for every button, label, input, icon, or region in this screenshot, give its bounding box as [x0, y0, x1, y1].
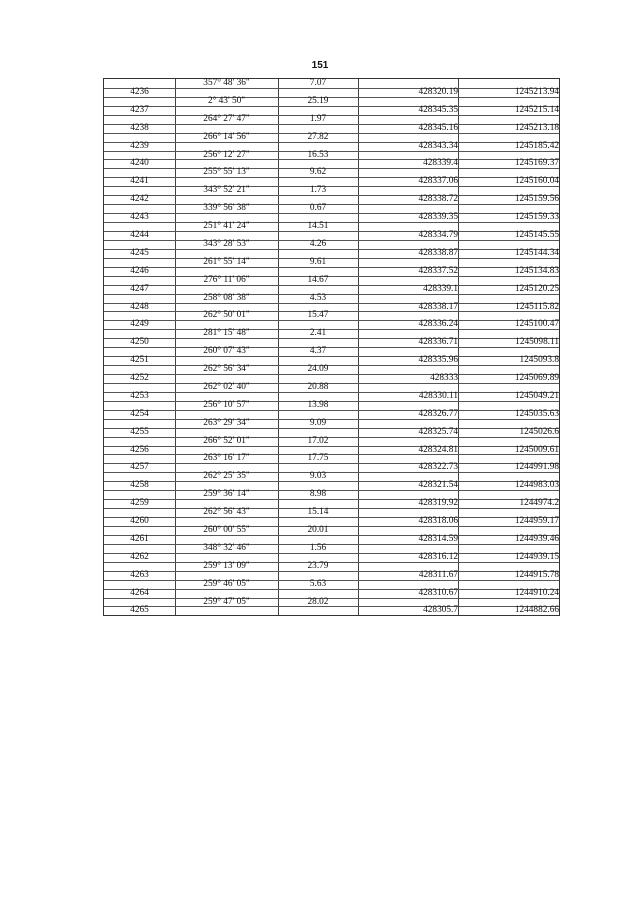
point-id-cell: 4246 [130, 265, 149, 276]
point-id-cell: 4237 [130, 104, 149, 115]
bearing-cell: 255° 55' 13" [203, 167, 250, 178]
distance-cell: 24.09 [307, 364, 329, 375]
bearing-cell: 259° 13' 09" [203, 560, 250, 571]
x-coordinate-cell: 428326.77 [418, 408, 458, 419]
y-coordinate-cell: 1245215.14 [514, 104, 559, 115]
bearing-cell: 262° 02' 40" [203, 381, 250, 392]
distance-cell: 17.02 [307, 435, 329, 446]
x-coordinate-cell: 428339.35 [418, 212, 458, 223]
point-id-cell: 4251 [130, 355, 149, 366]
bearing-cell: 2° 43' 50" [207, 95, 246, 106]
point-id-cell: 4250 [130, 337, 149, 348]
bearing-cell: 260° 00' 55" [203, 525, 250, 535]
x-coordinate-cell: 428330.11 [418, 390, 458, 401]
y-coordinate-cell: 1244991.98 [514, 462, 559, 473]
distance-cell: 16.53 [307, 149, 329, 160]
distance-cell: 7.07 [309, 78, 327, 88]
y-coordinate-cell: 1244910.24 [514, 587, 559, 598]
point-id-cell: 4258 [130, 480, 149, 491]
point-id-cell: 4256 [130, 444, 149, 455]
point-id-cell: 4257 [130, 462, 149, 473]
distance-cell: 5.63 [309, 578, 327, 589]
bearing-cell: 256° 12' 27" [203, 149, 250, 160]
x-coordinate-cell: 428336.71 [418, 337, 458, 348]
bearing-cell: 263° 16' 17" [203, 453, 250, 464]
distance-cell: 17.75 [307, 453, 329, 464]
y-coordinate-cell: 1245159.56 [514, 194, 559, 205]
page-number: 151 [311, 60, 329, 71]
distance-cell: 4.53 [309, 292, 327, 303]
distance-cell: 9.61 [309, 256, 327, 267]
y-coordinate-cell: 1245169.37 [514, 158, 559, 169]
point-id-cell: 4262 [130, 551, 149, 562]
bearing-cell: 258° 08' 38" [203, 292, 250, 303]
y-coordinate-cell: 1245098.11 [515, 337, 559, 348]
point-id-cell: 4260 [130, 516, 149, 527]
point-id-cell: 4241 [130, 176, 149, 187]
bearing-cell: 357° 48' 36" [203, 78, 250, 88]
bearing-cell: 264° 27' 47" [203, 113, 250, 124]
bearing-cell: 262° 56' 43" [203, 507, 250, 518]
bearing-cell: 259° 47' 05" [203, 596, 250, 607]
x-coordinate-cell: 428335.96 [418, 355, 458, 366]
point-id-cell: 4244 [130, 229, 149, 240]
distance-cell: 13.98 [307, 399, 329, 410]
bearing-cell: 259° 46' 05" [203, 578, 250, 589]
distance-cell: 1.56 [309, 542, 327, 553]
point-id-cell: 4242 [130, 194, 149, 205]
y-coordinate-cell: 1245009.61 [514, 444, 559, 455]
point-id-cell: 4265 [130, 605, 149, 616]
x-coordinate-cell: 428321.54 [418, 480, 458, 491]
y-coordinate-cell: 1245145.55 [514, 229, 559, 240]
y-coordinate-cell: 1245069.89 [514, 373, 559, 384]
distance-cell: 28.02 [307, 596, 329, 607]
distance-cell: 8.98 [309, 489, 327, 500]
x-coordinate-cell: 428305.7 [423, 605, 458, 616]
bearing-cell: 281° 15' 48" [203, 328, 250, 339]
distance-cell: 23.79 [307, 560, 329, 571]
distance-cell: 4.26 [309, 238, 327, 249]
point-id-cell: 4240 [130, 158, 149, 169]
x-coordinate-cell: 428324.81 [418, 444, 458, 455]
x-coordinate-cell: 428338.72 [418, 194, 458, 205]
bearing-cell: 262° 50' 01" [203, 310, 250, 321]
x-coordinate-cell: 428320.19 [418, 86, 458, 97]
y-coordinate-cell: 1245134.83 [514, 265, 559, 276]
x-coordinate-cell: 428310.67 [418, 587, 458, 598]
y-coordinate-cell: 1244959.17 [514, 516, 559, 527]
x-coordinate-cell: 428345.35 [418, 104, 458, 115]
y-coordinate-cell: 1244915.78 [514, 569, 559, 580]
distance-cell: 20.01 [307, 525, 329, 535]
x-coordinate-cell: 428316.12 [418, 551, 458, 562]
y-coordinate-cell: 1244983.03 [514, 480, 559, 491]
y-coordinate-cell: 1244882.66 [514, 605, 559, 616]
y-coordinate-cell: 1245185.42 [514, 140, 559, 151]
distance-cell: 9.09 [309, 417, 327, 428]
y-coordinate-cell: 1245213.18 [514, 122, 559, 133]
distance-cell: 9.03 [309, 471, 327, 482]
bearing-cell: 266° 14' 56" [203, 131, 250, 142]
point-id-cell: 4249 [130, 319, 149, 330]
point-id-cell: 4248 [130, 301, 149, 312]
bearing-cell: 256° 10' 57" [203, 399, 250, 410]
x-coordinate-cell: 428339.4 [423, 158, 458, 169]
bearing-cell: 260° 07' 43" [203, 346, 250, 357]
point-id-cell: 4263 [130, 569, 149, 580]
distance-cell: 4.37 [309, 346, 327, 357]
y-coordinate-cell: 1245093.8 [519, 355, 559, 366]
distance-cell: 1.97 [309, 113, 327, 124]
point-id-cell: 4238 [130, 122, 149, 133]
bearing-cell: 348° 32' 46" [203, 542, 250, 553]
point-id-cell: 4252 [130, 373, 149, 384]
x-coordinate-cell: 428336.24 [418, 319, 458, 330]
distance-cell: 2.41 [309, 328, 327, 339]
y-coordinate-cell: 1244974.2 [519, 498, 559, 509]
point-id-cell: 4253 [130, 390, 149, 401]
x-coordinate-cell: 428338.87 [418, 247, 458, 258]
point-id-cell: 4259 [130, 498, 149, 509]
x-coordinate-cell: 428318.06 [418, 516, 458, 527]
distance-cell: 9.62 [309, 167, 327, 178]
point-id-cell: 4245 [130, 247, 149, 258]
bearing-cell: 343° 28' 53" [203, 238, 250, 249]
distance-cell: 14.51 [307, 221, 329, 232]
y-coordinate-cell: 1245026.6 [519, 426, 559, 437]
y-coordinate-cell: 1245144.34 [514, 247, 559, 258]
point-id-cell: 4254 [130, 408, 149, 419]
x-coordinate-cell: 428345.16 [418, 122, 458, 133]
y-coordinate-cell: 1245049.21 [514, 390, 559, 401]
y-coordinate-cell: 1245035.63 [514, 408, 559, 419]
x-coordinate-cell: 428319.92 [418, 498, 458, 509]
distance-cell: 27.82 [307, 131, 329, 142]
y-coordinate-cell: 1245115.82 [515, 301, 559, 312]
x-coordinate-cell: 428325.74 [418, 426, 458, 437]
point-id-cell: 4247 [130, 283, 149, 294]
bearing-cell: 343° 52' 21" [203, 185, 250, 196]
bearing-cell: 262° 25' 35" [203, 471, 250, 482]
y-coordinate-cell: 1244939.46 [514, 533, 559, 544]
bearing-cell: 263° 29' 34" [203, 417, 250, 428]
x-coordinate-cell: 428337.52 [418, 265, 458, 276]
y-coordinate-cell: 1244939.15 [514, 551, 559, 562]
bearing-cell: 262° 56' 34" [203, 364, 250, 375]
x-coordinate-cell: 428334.79 [418, 229, 458, 240]
bearing-cell: 259° 36' 14" [203, 489, 250, 500]
distance-cell: 15.47 [307, 310, 329, 321]
x-coordinate-cell: 428322.73 [418, 462, 458, 473]
x-coordinate-cell: 428337.06 [418, 176, 458, 187]
x-coordinate-cell: 428314.59 [418, 533, 458, 544]
distance-cell: 25.19 [307, 95, 329, 106]
distance-cell: 1.73 [309, 185, 327, 196]
x-coordinate-cell: 428333 [430, 373, 458, 384]
x-coordinate-cell: 428339.1 [423, 283, 458, 294]
x-coordinate-cell: 428311.67 [418, 569, 458, 580]
coordinate-table [103, 78, 560, 616]
y-coordinate-cell: 1245120.25 [514, 283, 559, 294]
y-coordinate-cell: 1245100.47 [514, 319, 559, 330]
y-coordinate-cell: 1245159.33 [514, 212, 559, 223]
point-id-cell: 4239 [130, 140, 149, 151]
bearing-cell: 339° 56' 38" [203, 203, 250, 214]
point-id-cell: 4255 [130, 426, 149, 437]
bearing-cell: 251° 41' 24" [203, 221, 250, 232]
distance-cell: 0.67 [309, 203, 327, 214]
y-coordinate-cell: 1245213.94 [514, 86, 559, 97]
point-id-cell: 4264 [130, 587, 149, 598]
point-id-cell: 4243 [130, 212, 149, 223]
x-coordinate-cell: 428343.34 [418, 140, 458, 151]
x-coordinate-cell: 428338.17 [418, 301, 458, 312]
y-coordinate-cell: 1245160.04 [514, 176, 559, 187]
point-id-cell: 4236 [130, 86, 149, 97]
bearing-cell: 276° 11' 06" [203, 274, 250, 285]
distance-cell: 20.88 [307, 381, 329, 392]
distance-cell: 14.67 [307, 274, 329, 285]
bearing-cell: 261° 55' 14" [203, 256, 250, 267]
distance-cell: 15.14 [307, 507, 329, 518]
point-id-cell: 4261 [130, 533, 149, 544]
bearing-cell: 266° 52' 01" [203, 435, 250, 446]
